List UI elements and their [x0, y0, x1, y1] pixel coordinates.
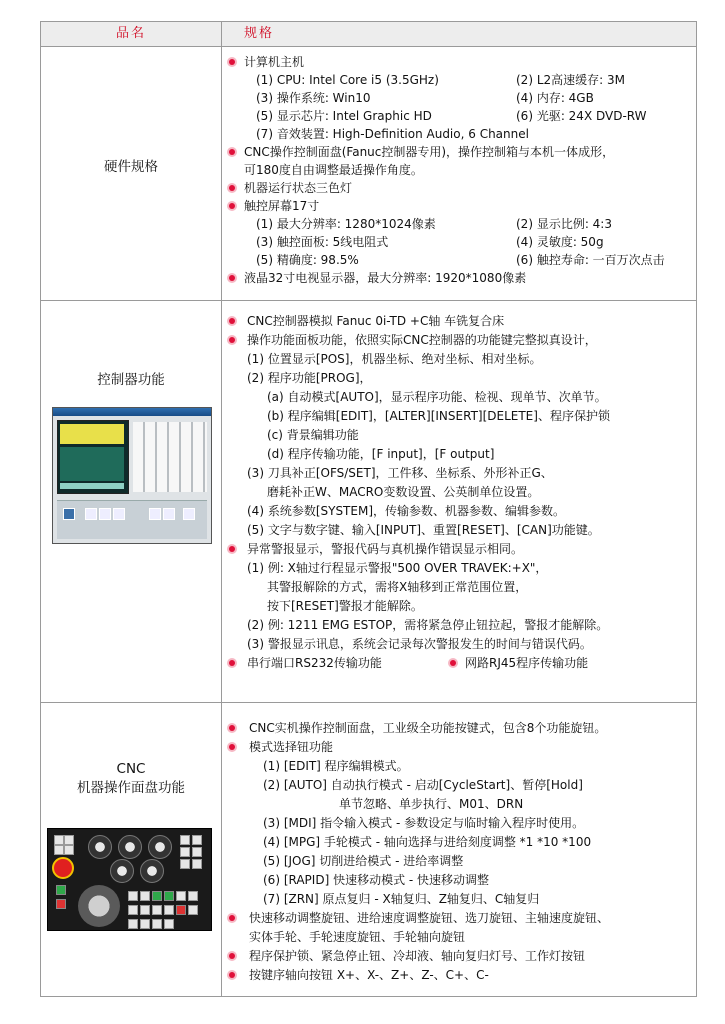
panel-key: [188, 905, 198, 915]
spec-line: (5) 精确度: 98.5%: [256, 253, 359, 267]
spec-line: 实体手轮、手轮速度旋钮、手轮轴向旋钮: [249, 930, 466, 944]
spec-line: (6) [RAPID] 快速移动模式 - 快速移动调整: [263, 873, 490, 887]
panel-key: [188, 891, 198, 901]
spec-line: (5) [JOG] 切削进给模式 - 进给率调整: [263, 854, 464, 868]
controller-keypad: [133, 422, 207, 492]
spec-line: 计算机主机: [244, 55, 305, 69]
panel-key: [64, 845, 74, 855]
spec-line: 可180度自由调整最适操作角度。: [244, 163, 423, 177]
spec-line: 磨耗补正W、MACRO变数设置、公英制单位设置。: [267, 485, 540, 499]
header-product-name: 品名: [115, 26, 146, 41]
panel-key: [164, 919, 174, 929]
spec-line: (a) 自动模式[AUTO]，显示程序功能、检视、现单节、次单节。: [267, 390, 607, 404]
bullet-icon: [229, 149, 235, 155]
rotary-knob-icon: [118, 835, 142, 859]
spec-line: 程序保护锁、紧急停止钮、冷却液、轴向复归灯号、工作灯按钮: [249, 949, 586, 963]
softkey: [85, 508, 97, 520]
spec-line: 操作功能面板功能，依照实际CNC控制器的功能键完整拟真设计，: [247, 333, 597, 347]
table-header: [41, 22, 696, 47]
spec-line: 按键序轴向按钮 X+、X-、Z+、Z-、C+、C-: [249, 968, 489, 982]
spec-line: (d) 程序传输功能，[F input]，[F output]: [267, 447, 495, 461]
bullet-icon: [229, 203, 235, 209]
panel-key: [164, 905, 174, 915]
panel-key: [176, 905, 186, 915]
spec-line: 串行端口RS232传输功能: [247, 656, 382, 670]
panel-key: [180, 847, 190, 857]
panel-key: [56, 885, 66, 895]
bullet-icon: [450, 660, 456, 666]
spec-line: (6) 光驱: 24X DVD-RW: [516, 109, 647, 123]
spec-line: CNC实机操作控制面盘，工业级全功能按键式，包含8个功能旋钮。: [249, 721, 607, 735]
screen-block: [60, 483, 124, 489]
spec-line: (1) CPU: Intel Core i5 (3.5GHz): [256, 73, 439, 87]
spec-line: (1) 例: X轴过行程显示警报"500 OVER TRAVEK:+X"，: [247, 561, 548, 575]
controller-title-bar: [53, 408, 211, 416]
spec-line: 异常警报显示，警报代码与真机操作错误显示相同。: [247, 542, 524, 556]
spec-line: (3) 触控面板: 5线电阻式: [256, 235, 389, 249]
panel-key: [140, 891, 150, 901]
bullet-icon: [229, 337, 235, 343]
spec-line: (2) 程序功能[PROG]，: [247, 371, 372, 385]
spec-line: (3) 操作系统: Win10: [256, 91, 371, 105]
spec-line: (4) [MPG] 手轮模式 - 轴向选择与进给刻度调整 *1 *10 *100: [263, 835, 592, 849]
softkey: [113, 508, 125, 520]
bullet-icon: [229, 725, 235, 731]
screen-block: [60, 447, 124, 481]
row-divider: [41, 300, 696, 301]
spec-line: 机器运行状态三色灯: [244, 181, 353, 195]
spec-line: (2) [AUTO] 自动执行模式 - 启动[CycleStart]、暂停[Hold]: [263, 778, 583, 792]
panel-key: [180, 835, 190, 845]
spec-line: 快速移动调整旋钮、进给速度调整旋钮、选刀旋钮、主轴速度旋钮、: [249, 911, 610, 925]
rotary-knob-icon: [140, 859, 164, 883]
panel-key: [176, 891, 186, 901]
bullet-icon: [229, 59, 235, 65]
spec-line: CNC控制器模拟 Fanuc 0i-TD +C轴 车铣复合床: [247, 314, 505, 328]
spec-line: (7) 音效装置: High-Definition Audio, 6 Channel: [256, 127, 529, 141]
softkey: [63, 508, 75, 520]
spec-line: (b) 程序编辑[EDIT]，[ALTER][INSERT][DELETE]、程序保护锁: [267, 409, 610, 423]
spec-line: 其警报解除的方式，需将X轴移到正常范围位置，: [267, 580, 528, 594]
panel-key: [128, 891, 138, 901]
panel-key: [192, 859, 202, 869]
bullet-icon: [229, 953, 235, 959]
emergency-stop-icon: [52, 857, 74, 879]
panel-key: [54, 845, 64, 855]
panel-key: [128, 905, 138, 915]
panel-key: [64, 835, 74, 845]
spec-line: (2) 显示比例: 4:3: [516, 217, 612, 231]
spec-line: 液晶32寸电视显示器，最大分辨率: 1920*1080像素: [244, 271, 527, 285]
spec-line: 模式选择钮功能: [249, 740, 334, 754]
bullet-icon: [229, 744, 235, 750]
panel-key: [140, 905, 150, 915]
panel-key: [152, 905, 162, 915]
spec-line: 按下[RESET]警报才能解除。: [267, 599, 423, 613]
panel-key: [192, 835, 202, 845]
spec-line: CNC操作控制面盘(Fanuc控制器专用)，操作控制箱与本机一体成形，: [244, 145, 615, 159]
bullet-icon: [229, 275, 235, 281]
spec-line: (7) [ZRN] 原点复归 - X轴复归、Z轴复归、C轴复归: [263, 892, 540, 906]
rotary-knob-icon: [148, 835, 172, 859]
panel-key: [152, 891, 162, 901]
spec-line: (5) 显示芯片: Intel Graphic HD: [256, 109, 432, 123]
spec-line: 触控屏幕17寸: [244, 199, 320, 213]
softkey: [163, 508, 175, 520]
row-divider: [41, 702, 696, 703]
spec-line: (4) 灵敏度: 50g: [516, 235, 604, 249]
spec-line: (1) [EDIT] 程序编辑模式。: [263, 759, 409, 773]
softkey: [149, 508, 161, 520]
spec-line: (3) 警报显示讯息，系统会记录每次警报发生的时间与错误代码。: [247, 637, 592, 651]
section-title-panel-line1: CNC: [116, 761, 146, 777]
spec-line: (6) 触控寿命: 一百万次点击: [516, 253, 665, 267]
rotary-knob-icon: [110, 859, 134, 883]
section-title-hardware: 硬件规格: [104, 159, 158, 175]
controller-screenshot-image: [52, 407, 212, 544]
bullet-icon: [229, 972, 235, 978]
spec-line: (2) 例: 1211 EMG ESTOP，需将紧急停止钮拉起，警报才能解除。: [247, 618, 609, 632]
panel-key: [140, 919, 150, 929]
bullet-icon: [229, 915, 235, 921]
section-title-controller: 控制器功能: [97, 372, 165, 388]
section-title-panel-line2: 机器操作面盘功能: [77, 780, 185, 796]
panel-key: [54, 835, 64, 845]
rotary-knob-icon: [88, 835, 112, 859]
bullet-icon: [229, 318, 235, 324]
spec-line: (5) 文字与数字键、输入[INPUT]、重置[RESET]、[CAN]功能键。: [247, 523, 600, 537]
bullet-icon: [229, 660, 235, 666]
spec-line: (3) [MDI] 指令输入模式 - 参数设定与临时输入程序时使用。: [263, 816, 585, 830]
handwheel-icon: [78, 885, 120, 927]
controller-screen: [57, 420, 129, 494]
spec-line: (2) L2高速缓存: 3M: [516, 73, 625, 87]
spec-line: 单节忽略、单步执行、M01、DRN: [339, 797, 524, 811]
spec-line: (4) 内存: 4GB: [516, 91, 594, 105]
spec-line: (3) 刀具补正[OFS/SET]，工件移、坐标系、外形补正G、: [247, 466, 553, 480]
operation-panel-image: [47, 828, 212, 931]
header-specification: 规格: [244, 26, 275, 41]
spec-line: (1) 最大分辨率: 1280*1024像素: [256, 217, 436, 231]
panel-key: [180, 859, 190, 869]
spec-line: (c) 背景编辑功能: [267, 428, 359, 442]
softkey: [99, 508, 111, 520]
spec-line: 网路RJ45程序传输功能: [465, 656, 589, 670]
softkey: [183, 508, 195, 520]
panel-key: [192, 847, 202, 857]
screen-block: [60, 424, 124, 444]
column-divider: [221, 22, 222, 996]
panel-key: [128, 919, 138, 929]
panel-key: [152, 919, 162, 929]
panel-key: [56, 899, 66, 909]
spec-line: (4) 系统参数[SYSTEM]，传输参数、机器参数、编辑参数。: [247, 504, 566, 518]
panel-key: [164, 891, 174, 901]
spec-table: [40, 21, 697, 997]
bullet-icon: [229, 546, 235, 552]
spec-line: (1) 位置显示[POS]，机器坐标、绝对坐标、相对坐标。: [247, 352, 542, 366]
bullet-icon: [229, 185, 235, 191]
